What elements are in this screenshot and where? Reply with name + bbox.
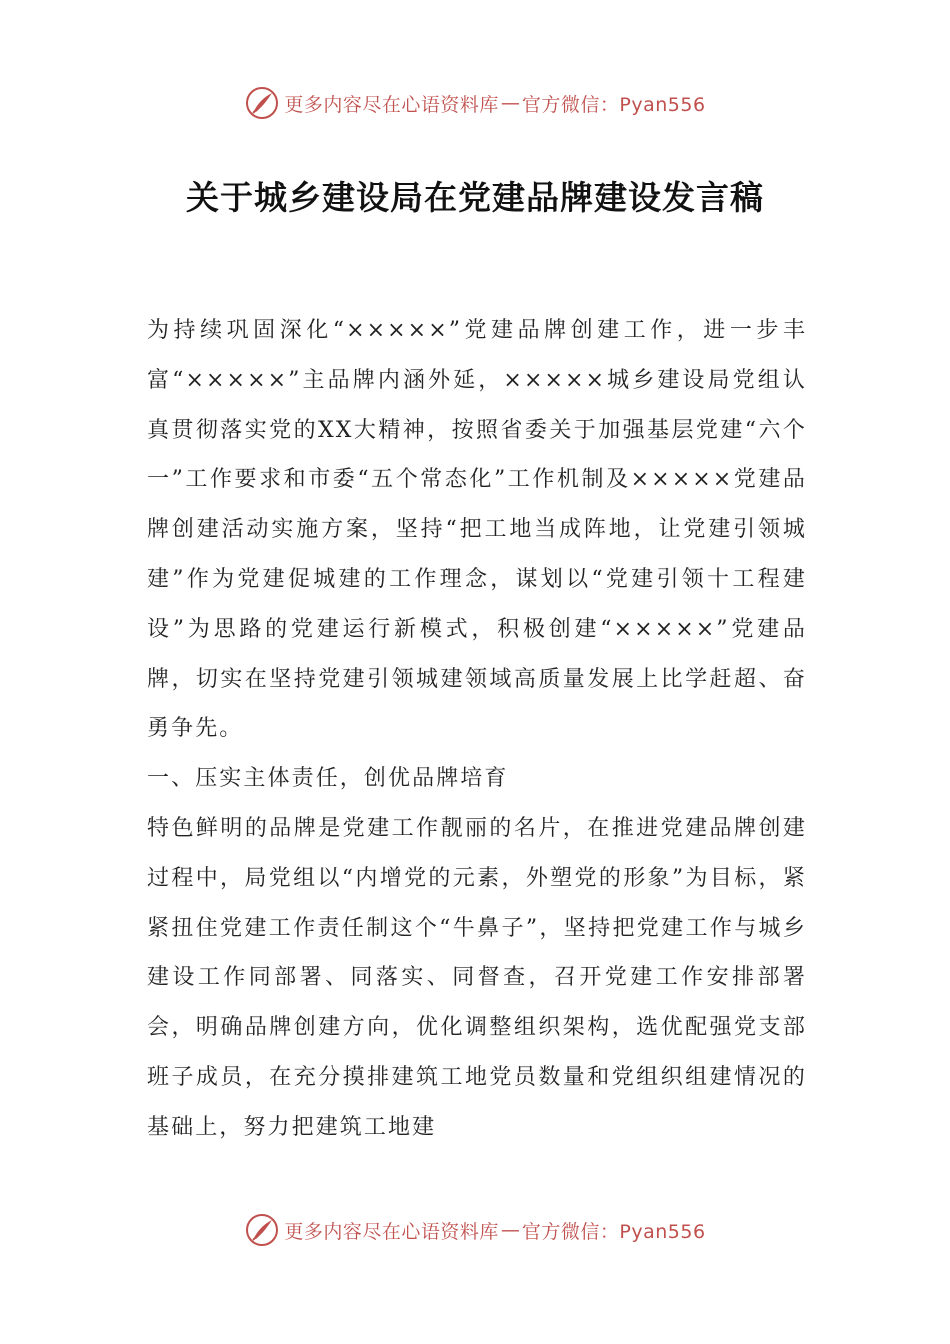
paragraph-section-1: 特色鲜明的品牌是党建工作靓丽的名片，在推进党建品牌创建过程中，局党组以“内增党的元素，外塑党的形象”为目标，紧紧扭住党建工作责任制这个“牛鼻子”，坚持把党建工作与城乡建设工作同部署、同落实、同督查，召开党建工作安排部署会，明确品牌创建方向，优化调整组织架构，选优配强党支部班子成员，在充分摸排建筑工地党员数量和党组织组建情况的基础上，努力把建筑工地建	[147, 815, 807, 1140]
footer-brand-text: 更多内容尽在心语资料库	[284, 1220, 499, 1243]
header-brand-text: 更多内容尽在心语资料库	[284, 93, 499, 116]
footer-banner	[0, 1210, 950, 1250]
paragraph-intro: 为持续巩固深化“×××××”党建品牌创建工作，进一步丰富“×××××”主品牌内涵外延，×××××城乡建设局党组认真贯彻落实党的XX大精神，按照省委关于加强基层党建“六个一”工作要求和市委“五个常态化”工作机制及×××××党建品牌创建活动实施方案，坚持“把工地当成阵地，让党建引领城建”作为党建促城建的工作理念，谋划以“党建引领十工程建设”为思路的党建运行新模式，积极创建“×××××”党建品牌，切实在坚持党建引领城建领域高质量发展上比学赶超、奋勇争先。	[147, 318, 807, 742]
footer-contact-text: 官方微信：Pyan556	[521, 1220, 706, 1243]
footer-separator: —	[500, 1219, 520, 1241]
header-contact-text: 官方微信：Pyan556	[521, 93, 706, 116]
document-title: 关于城乡建设局在党建品牌建设发言稿	[186, 178, 764, 217]
quill-logo-icon	[244, 85, 280, 121]
quill-logo-icon	[244, 1212, 280, 1248]
header-banner	[0, 83, 950, 123]
document-body	[147, 306, 807, 1153]
header-separator: —	[500, 92, 520, 114]
section-heading-1: 一、压实主体责任，创优品牌培育	[147, 766, 509, 792]
